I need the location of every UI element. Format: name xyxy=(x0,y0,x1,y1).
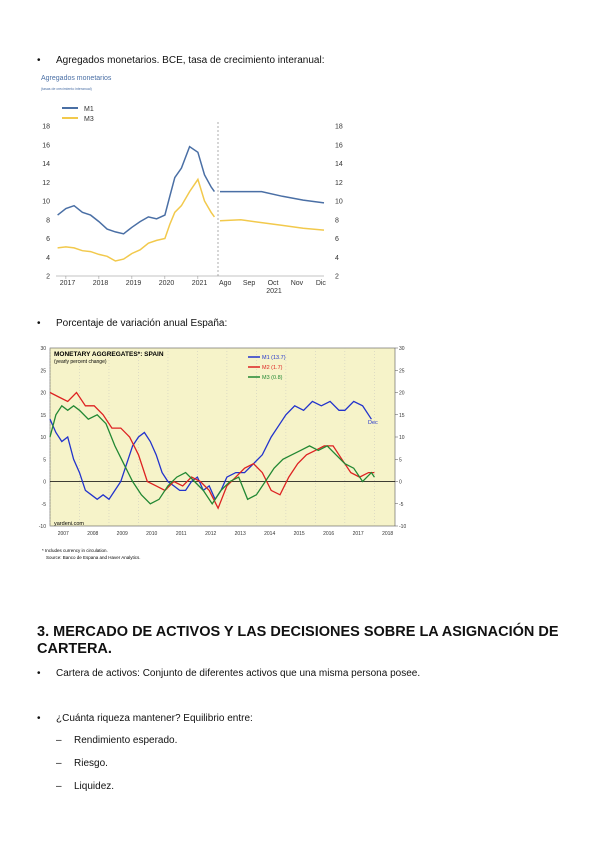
x-axis xyxy=(60,276,327,287)
y-tick-label: 10 xyxy=(399,435,405,441)
x-tick-label: 2008 xyxy=(87,531,99,537)
dash-text: Liquidez. xyxy=(74,781,115,792)
watermark: yardeni.com xyxy=(54,521,84,527)
x-tick-label: Nov xyxy=(290,280,304,287)
chart-subtitle: (yearly percent change) xyxy=(54,359,107,365)
bullet-mark: • xyxy=(37,713,41,724)
y-tick-label: 2 xyxy=(46,273,50,281)
legend-m1-label: M1 (13.7) xyxy=(262,355,286,361)
x-tick-label: Ago xyxy=(218,280,232,287)
y-tick-label: 30 xyxy=(40,346,46,352)
y-tick-label: 18 xyxy=(42,123,50,131)
y-tick-label: 16 xyxy=(42,142,50,150)
y-tick-label: 30 xyxy=(399,346,405,352)
series-line-m3-history xyxy=(58,179,215,261)
x-tick-label: 2017 xyxy=(59,280,76,287)
y-axis-right xyxy=(395,346,406,530)
y-tick-label: 0 xyxy=(43,479,46,486)
y-tick-label: -10 xyxy=(399,524,406,530)
y-tick-label: 20 xyxy=(40,390,46,397)
y-tick-label: 15 xyxy=(40,412,46,419)
x-tick-label: Oct xyxy=(267,280,279,287)
y-tick-label: 10 xyxy=(40,435,46,441)
bullet-text: ¿Cuánta riqueza mantener? Equilibrio entre: xyxy=(56,713,253,724)
x-tick-label: 2009 xyxy=(116,531,128,537)
y-tick-label: -5 xyxy=(41,501,46,508)
y-tick-label: 15 xyxy=(399,412,405,419)
y-axis-left xyxy=(42,124,50,281)
y-tick-label: 12 xyxy=(42,179,50,187)
x-tick-label: 2010 xyxy=(146,531,158,537)
dash-mark: – xyxy=(56,781,62,792)
x-tick-label: 2013 xyxy=(234,531,246,537)
plot-area xyxy=(56,122,324,276)
dash-text: Riesgo. xyxy=(74,758,108,769)
y-tick-label: 5 xyxy=(43,457,46,464)
dash-text: Rendimiento esperado. xyxy=(74,735,178,746)
y-tick-label: 20 xyxy=(399,390,405,397)
bullet-mark: • xyxy=(37,318,41,329)
footnote-source: Source: Banco de Espana and Haver Analytics. xyxy=(46,555,141,560)
x-tick-label: 2019 xyxy=(125,280,142,287)
legend-m2-label: M2 (1.7) xyxy=(262,365,283,371)
y-tick-label: 14 xyxy=(335,161,343,168)
y-tick-label: 4 xyxy=(46,254,50,262)
y-tick-label: 8 xyxy=(46,217,50,225)
x-tick-label: 2021 xyxy=(191,280,208,287)
y-axis-right xyxy=(335,124,343,281)
bullet-mark: • xyxy=(37,668,41,679)
x-tick-label: 2018 xyxy=(382,531,394,537)
bullet-text: Cartera de activos: Conjunto de diferentes activos que una misma persona posee. xyxy=(56,668,421,679)
y-tick-label: -5 xyxy=(399,501,404,508)
legend-m3-label: M3 (0.8) xyxy=(262,375,283,381)
end-label-dec: Dec xyxy=(368,420,378,426)
y-tick-label: 12 xyxy=(335,179,343,187)
chart-ecb-agregados xyxy=(36,70,358,300)
x-tick-label: 2020 xyxy=(158,280,175,287)
dash-mark: – xyxy=(56,758,62,769)
x-tick-label: Sep xyxy=(242,280,256,287)
y-tick-label: 25 xyxy=(40,368,46,375)
x-tick-label: 2007 xyxy=(57,531,69,537)
y-tick-label: 0 xyxy=(399,479,402,486)
y-tick-label: 4 xyxy=(335,254,339,262)
y-tick-label: 6 xyxy=(335,236,339,243)
y-tick-label: 16 xyxy=(335,142,343,150)
x-tick-label: 2012 xyxy=(205,531,217,537)
section-heading: 3. MERCADO DE ACTIVOS Y LAS DECISIONES SOBRE LA ASIGNACIÓN DE CARTERA. xyxy=(37,624,559,657)
x-tick-label: Dic xyxy=(315,280,326,287)
x-tick-label: 2011 xyxy=(175,531,187,537)
y-tick-label: 5 xyxy=(399,457,402,464)
bullet-text: Agregados monetarios. BCE, tasa de crecimiento interanual: xyxy=(56,55,325,66)
series-line-m3-recent xyxy=(220,220,324,230)
x-year-label: 2021 xyxy=(266,288,282,295)
chart-title: MONETARY AGGREGATES*: SPAIN xyxy=(54,351,164,358)
legend-m1-label: M1 xyxy=(84,106,94,113)
y-tick-label: 2 xyxy=(335,273,339,281)
y-tick-label: 18 xyxy=(335,123,343,131)
bullet-text: Porcentaje de variación anual España: xyxy=(56,318,228,329)
chart-subtitle: (tasas de crecimiento interanual) xyxy=(41,87,92,91)
x-tick-label: 2016 xyxy=(323,531,335,537)
x-tick-label: 2018 xyxy=(92,280,109,287)
y-tick-label: 6 xyxy=(46,236,50,243)
legend-m3-label: M3 xyxy=(84,116,94,123)
plot-background xyxy=(50,348,395,526)
y-tick-label: 14 xyxy=(42,161,50,168)
chart-spain-aggregates xyxy=(36,340,406,562)
x-axis xyxy=(58,531,394,537)
x-tick-label: 2014 xyxy=(264,531,276,537)
bullet-mark: • xyxy=(37,55,41,66)
x-tick-label: 2015 xyxy=(293,531,305,537)
chart-title: Agregados monetarios xyxy=(41,75,112,82)
x-tick-label: 2017 xyxy=(352,531,364,537)
dash-mark: – xyxy=(56,735,62,746)
y-tick-label: 10 xyxy=(335,198,343,206)
y-tick-label: 25 xyxy=(399,368,405,375)
footnote: * Includes currency in circulation. xyxy=(42,548,108,553)
y-axis-left xyxy=(39,346,46,530)
y-tick-label: 8 xyxy=(335,217,339,225)
y-tick-label: 10 xyxy=(42,198,50,206)
series-line-m1-recent xyxy=(220,192,324,203)
y-tick-label: -10 xyxy=(38,524,46,530)
